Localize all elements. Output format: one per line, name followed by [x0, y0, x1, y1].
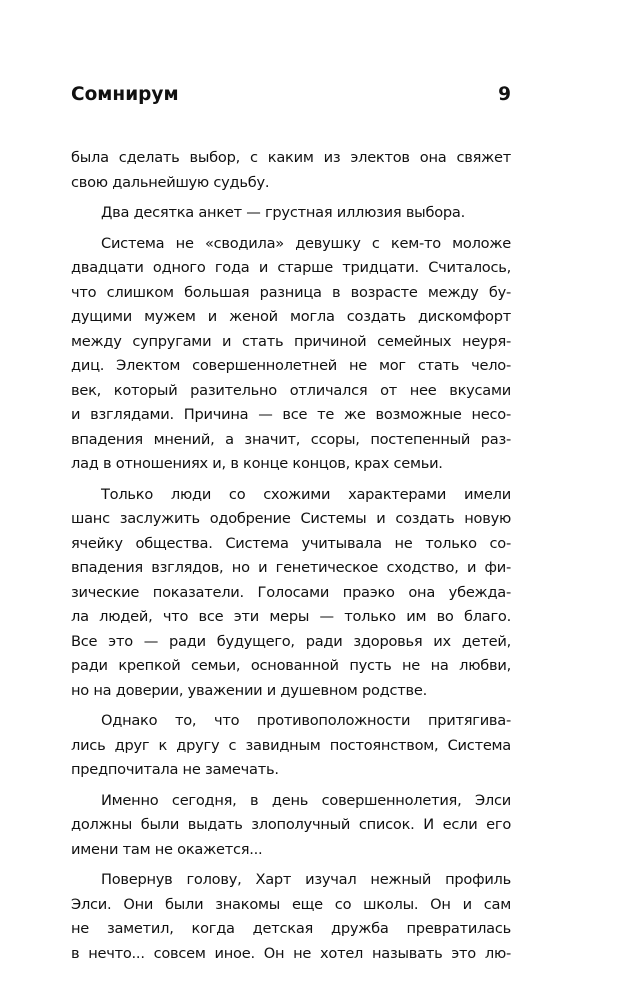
paragraph	[71, 789, 511, 863]
text-line: ла людей, что все эти меры — только им во благо.	[71, 608, 511, 625]
text-line: двадцати одного года и старше тридцати. Считалось,	[71, 259, 511, 276]
book-title: Сомнирум	[71, 84, 179, 105]
text-line: ячейку общества. Система учитывала не только со-	[71, 534, 511, 552]
text-line: Только люди со схожими характерами имели	[101, 485, 511, 503]
text-line: Два десятка анкет — грустная иллюзия выбора.	[101, 204, 465, 221]
text-line: в нечто... совсем иное. Он не хотел называть это лю-	[71, 944, 511, 962]
text-line: зические показатели. Голосами праэко она убежда-	[71, 583, 511, 601]
text-line: впадения мнений, а значит, ссоры, постепенный раз-	[71, 430, 511, 448]
page-number: 9	[498, 84, 511, 105]
text-line: дущими мужем и женой могла создать дискомфорт	[71, 308, 511, 325]
text-line: не заметил, когда детская дружба превратилась	[71, 920, 511, 937]
paragraph	[71, 868, 511, 966]
text-line: предпочитала не замечать.	[71, 761, 279, 778]
text-line: шанс заслужить одобрение Системы и создать новую	[71, 510, 511, 527]
text-line: но на доверии, уважении и душевном родстве.	[71, 681, 427, 699]
text-line: Все это — ради будущего, ради здоровья их детей,	[71, 632, 511, 650]
text-line: должны были выдать злополучный список. И если его	[71, 816, 511, 833]
text-line: Система не «сводила» девушку с кем-то моложе	[101, 234, 511, 252]
text-line: впадения взглядов, но и генетическое сходство, и фи-	[71, 559, 511, 576]
text-line: лись друг к другу с завидным постоянством, Система	[71, 736, 511, 754]
paragraph	[71, 146, 511, 195]
text-line: Повернув голову, Харт изучал нежный профиль	[101, 871, 511, 888]
text-line: и взглядами. Причина — все те же возможные несо-	[71, 406, 511, 423]
text-line: лад в отношениях и, в конце концов, крах семьи.	[71, 455, 443, 472]
text-line: ради крепкой семьи, основанной пусть не на любви,	[71, 657, 511, 674]
paragraph	[71, 232, 511, 477]
paragraph	[71, 709, 511, 783]
text-line: имени там не окажется...	[71, 840, 263, 858]
text-line: что слишком большая разница в возрасте между бу-	[71, 283, 511, 301]
paragraph	[71, 201, 511, 226]
paragraph	[71, 483, 511, 704]
text-line: век, который разительно отличался от нее вкусами	[71, 381, 511, 399]
running-head	[71, 84, 511, 112]
text-line: Элси. Они были знакомы еще со школы. Он и сам	[71, 895, 511, 913]
text-line: свою дальнейшую судьбу.	[71, 173, 270, 191]
text-line: Именно сегодня, в день совершеннолетия, Элси	[101, 791, 511, 809]
text-line: была сделать выбор, с каким из электов она свяжет	[71, 149, 511, 166]
text-line: Однако то, что противоположности притягива-	[101, 712, 511, 729]
body-text	[71, 146, 511, 966]
text-line: между супругами и стать причиной семейных неуря-	[71, 332, 511, 350]
text-line: диц. Электом совершеннолетней не мог стать чело-	[71, 357, 511, 374]
